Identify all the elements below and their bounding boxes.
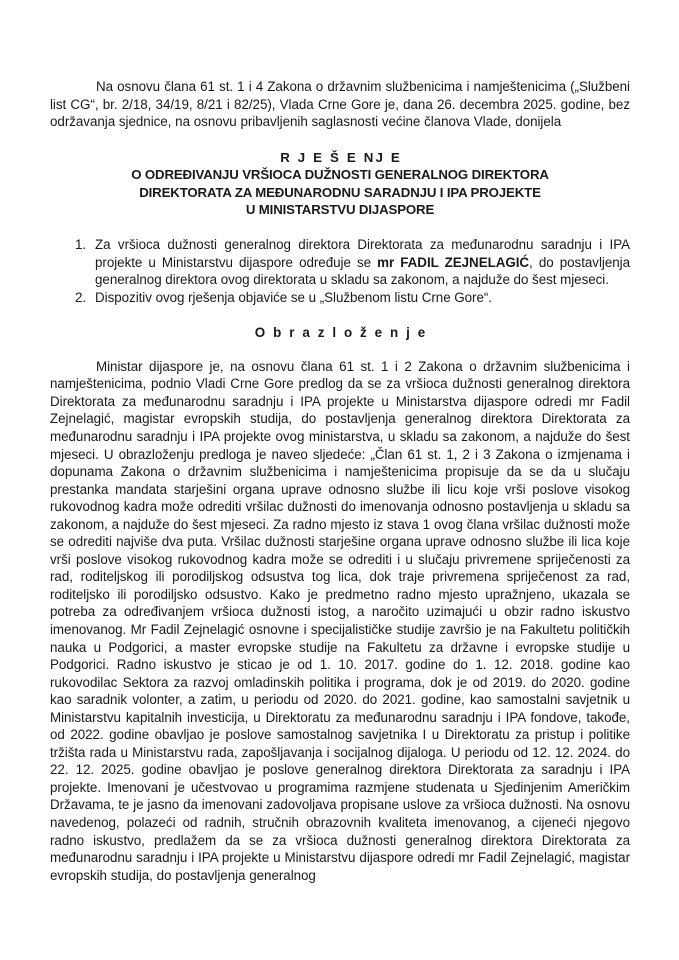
- decision-title-line-3: U MINISTARSTVU DIJASPORE: [245, 202, 435, 218]
- decision-title-main: R J E Š E NJ E: [280, 149, 402, 165]
- list-item-text-before: Dispozitiv ovog rješenja objaviće se u „Službenom listu Crne Gore“.: [95, 289, 492, 305]
- list-item-text-before: Za vršioca dužnosti generalnog direktora Direktorata za međunarodnu saradnju i IPA projekte u Ministarstvu dijaspore određuje se: [95, 237, 630, 270]
- list-item-marker: 1.: [75, 237, 87, 253]
- dispositive-list: [50, 236, 630, 306]
- document-body: [50, 78, 630, 884]
- intro-paragraph: Na osnovu člana 61 st. 1 i 4 Zakona o državnim službenicima i namještenicima („Službeni list CG“, br. 2/18, 34/19, 8/21 i 82/25), Vlada Crne Gore je, dana 26. decembra 2025. godine, bez održavanja sjednice, na osnovu pribavljenih saglasnosti većine članova Vlade, donijela: [50, 79, 630, 130]
- appointee-name: mr FADIL ZEJNELAGIĆ: [377, 254, 530, 270]
- list-item-text-after: , do postavljenja generalnog direktora ovog direktorata u skladu sa zakonom, a najduže do šest mjeseci.: [95, 254, 630, 288]
- explanation-paragraph: Ministar dijaspore je, na osnovu člana 61 st. 1 i 2 Zakona o državnim službenicima i namještenicima, podnio Vladi Crne Gore predlog da se za vršioca dužnosti generalnog direktora Direktorata za međunarodnu saradnju i IPA projekte u Ministarstva dijaspore odredi mr Fadil Zejnelagić, magistar evropskih studija, do postavljenja generalnog direktora Direktorata za međunarodnu saradnju i IPA projekte ovog ministarstva, u skladu sa zakonom, a najduže do šest mjeseci. U obrazloženju predloga je naveo sljedeće: „Član 61 st. 1, 2 i 3 Zakona o izmjenama i dopunama Zakona o državnim službenicima i namještenicima propisuje da se da u slučaju prestanka mandata starješini organa uprave odnosno službe ili licu koje vrši poslove visokog rukovodnog kadra može odrediti vršilac dužnosti do imenovanja odnosno postavljenja u skladu sa zakonom, a najduže do šest mjeseci. Za radno mjesto iz stava 1 ovog člana vršilac dužnosti može se odrediti najviše dva puta. Vršilac dužnosti starješine organa uprave odnosno službe ili lica koje vrši poslove visokog rukovodnog kadra može se odrediti i u slučaju privremene spriječenosti za rad, roditeljskog ili porodiljskog odsustva tog lica, dok traje privremena spriječenost za rad, roditeljsko ili porodiljsko odsustvo. Kako je predmetno radno mjesto upražnjeno, ukazala se potreba za određivanjem vršioca dužnosti istog, a naročito uzimajući u obzir radno iskustvo imenovanog. Mr Fadil Zejnelagić osnovne i specijalističke studije završio je na Fakultetu političkih nauka u Podgorici, a master evropske studije na Fakultetu za državne i evropske studije u Podgorici. Radno iskustvo je sticao je od 1. 10. 2017. godine do 1. 12. 2018. godine kao rukovodilac Sektora za razvoj omladinskih politika i programa, dok je od 2019. do 2020. godine kao saradnik volonter, a zatim, u periodu od 2020. do 2021. godine, kao samostalni savjetnik u Ministarstvu kapitalnih investicija, u Direktoratu za međunarodnu saradnju i IPA fondove, takođe, od 2022. godine obavljao je poslove samostalnog savjetnika I u Direktoratu za pristup i politike tržišta rada u Ministarstvu rada, zapošljavanja i socijalnog dijaloga. U periodu od 12. 12. 2024. do 22. 12. 2025. godine obavljao je poslove generalnog direktora Direktorata za saradnju i IPA projekte. Imenovani je učestvovao u programima razmjene studenata u Sjedinjenim Američkim Državama, te je jasno da imenovani zadovoljava propisane uslove za vršioca dužnosti. Na osnovu navedenog, polazeći od radnih, stručnih obrazovnih kvaliteta imenovanog, a cijeneći njegovo radno iskustvo, predlažem da se za vršioca dužnosti generalnog direktora Direktorata za međunarodnu saradnju i IPA projekte u Ministarstvu dijaspore odredi mr Fadil Zejnelagić, magistar evropskih studija, do postavljenja generalnog: [50, 358, 630, 883]
- list-item-text: [95, 236, 630, 289]
- list-item-marker: 2.: [75, 289, 87, 305]
- decision-title-block: [50, 149, 630, 219]
- decision-title-line-2: DIREKTORATA ZA MEĐUNARODNU SARADNJU I IPA PROJEKTE: [139, 184, 541, 200]
- list-item: [50, 289, 630, 307]
- explanation-heading: O b r a z l o ž e n j e: [254, 325, 428, 341]
- list-item: [50, 236, 630, 289]
- list-item-text: [95, 289, 630, 307]
- decision-title-line-1: O ODREĐIVANJU VRŠIOCA DUŽNOSTI GENERALNOG DIREKTORA: [131, 167, 549, 183]
